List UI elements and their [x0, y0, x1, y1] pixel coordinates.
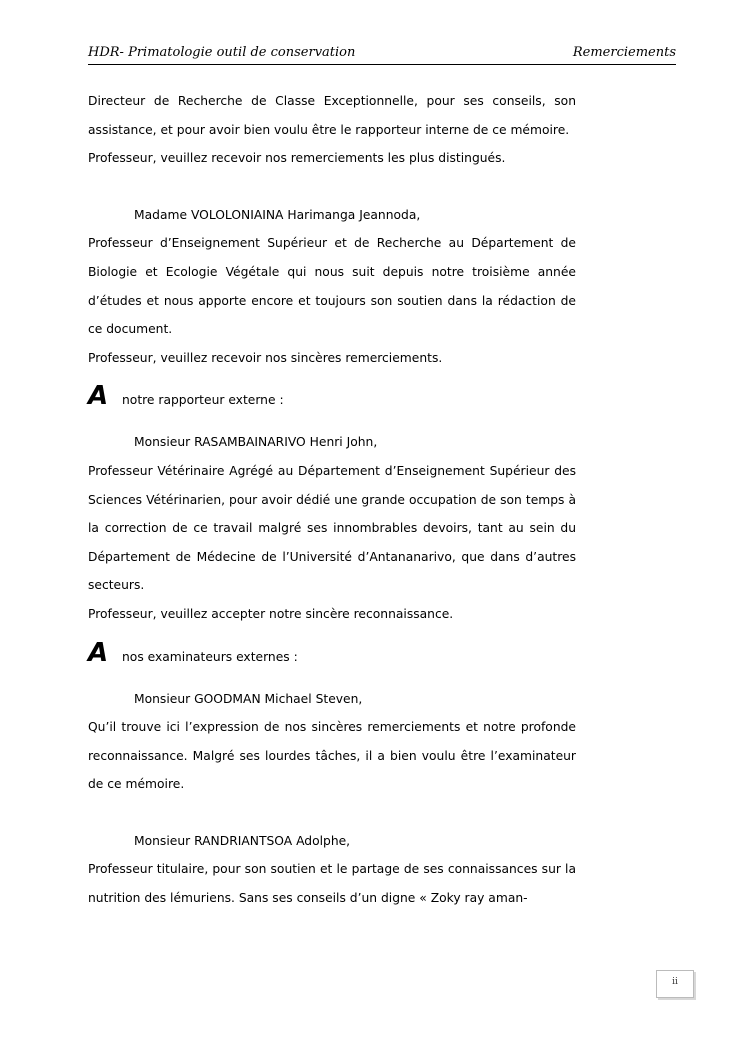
person-name: Madame VOLOLONIAINA Harimanga Jeannoda, — [134, 207, 421, 222]
person-name: Monsieur RANDRIANTSOA Adolphe, — [134, 833, 351, 848]
person-name: Monsieur RASAMBAINARIVO Henri John, — [134, 435, 378, 450]
page-number: ii — [656, 970, 694, 998]
page-header — [88, 42, 676, 65]
header-title: HDR- Primatologie outil de conservation — [88, 45, 356, 60]
drop-cap: A — [88, 381, 109, 412]
section-heading-text: notre rapporteur externe : — [122, 393, 284, 408]
paragraph: Professeur, veuillez accepter notre sincère reconnaissance. — [88, 606, 454, 621]
paragraph: Qu’il trouve ici l’expression de nos sincères remerciements et notre profonde reconnaissance. Malgré ses lourdes tâches, il a bien voulu être l’examinateur de ce mémoire. — [88, 720, 576, 792]
section-heading — [88, 633, 576, 673]
drop-cap: A — [88, 637, 109, 668]
section-heading-text: nos examinateurs externes : — [122, 649, 298, 664]
person-name: Monsieur GOODMAN Michael Steven, — [134, 691, 363, 706]
paragraph: Professeur, veuillez recevoir nos remerciements les plus distingués. — [88, 151, 506, 166]
paragraph: Professeur Vétérinaire Agrégé au Département d’Enseignement Supérieur des Sciences Vétérinarien, pour avoir dédié une grande occupation de son temps à la correction de ce travail malgré ses innombrables devoirs, tant au sein du Département de Médecine de l’Université d’Antananarivo, que dans d’autres secteurs. — [88, 463, 576, 593]
paragraph: Directeur de Recherche de Classe Exceptionnelle, pour ses conseils, son assistance, et pour avoir bien voulu être le rapporteur interne de ce mémoire. — [88, 94, 576, 137]
paragraph: Professeur titulaire, pour son soutien et le partage de ses connaissances sur la nutrition des lémuriens. Sans ses conseils d’un digne « Zoky ray aman- — [88, 862, 576, 906]
section-heading — [88, 376, 576, 416]
header-section: Remerciements — [572, 45, 676, 60]
document-body — [88, 87, 576, 913]
paragraph: Professeur d’Enseignement Supérieur et de Recherche au Département de Biologie et Ecologie Végétale qui nous suit depuis notre troisième année d’études et nous apporte encore et toujours son soutien dans la rédaction de ce document. — [88, 236, 576, 337]
paragraph: Professeur, veuillez recevoir nos sincères remerciements. — [88, 350, 443, 365]
